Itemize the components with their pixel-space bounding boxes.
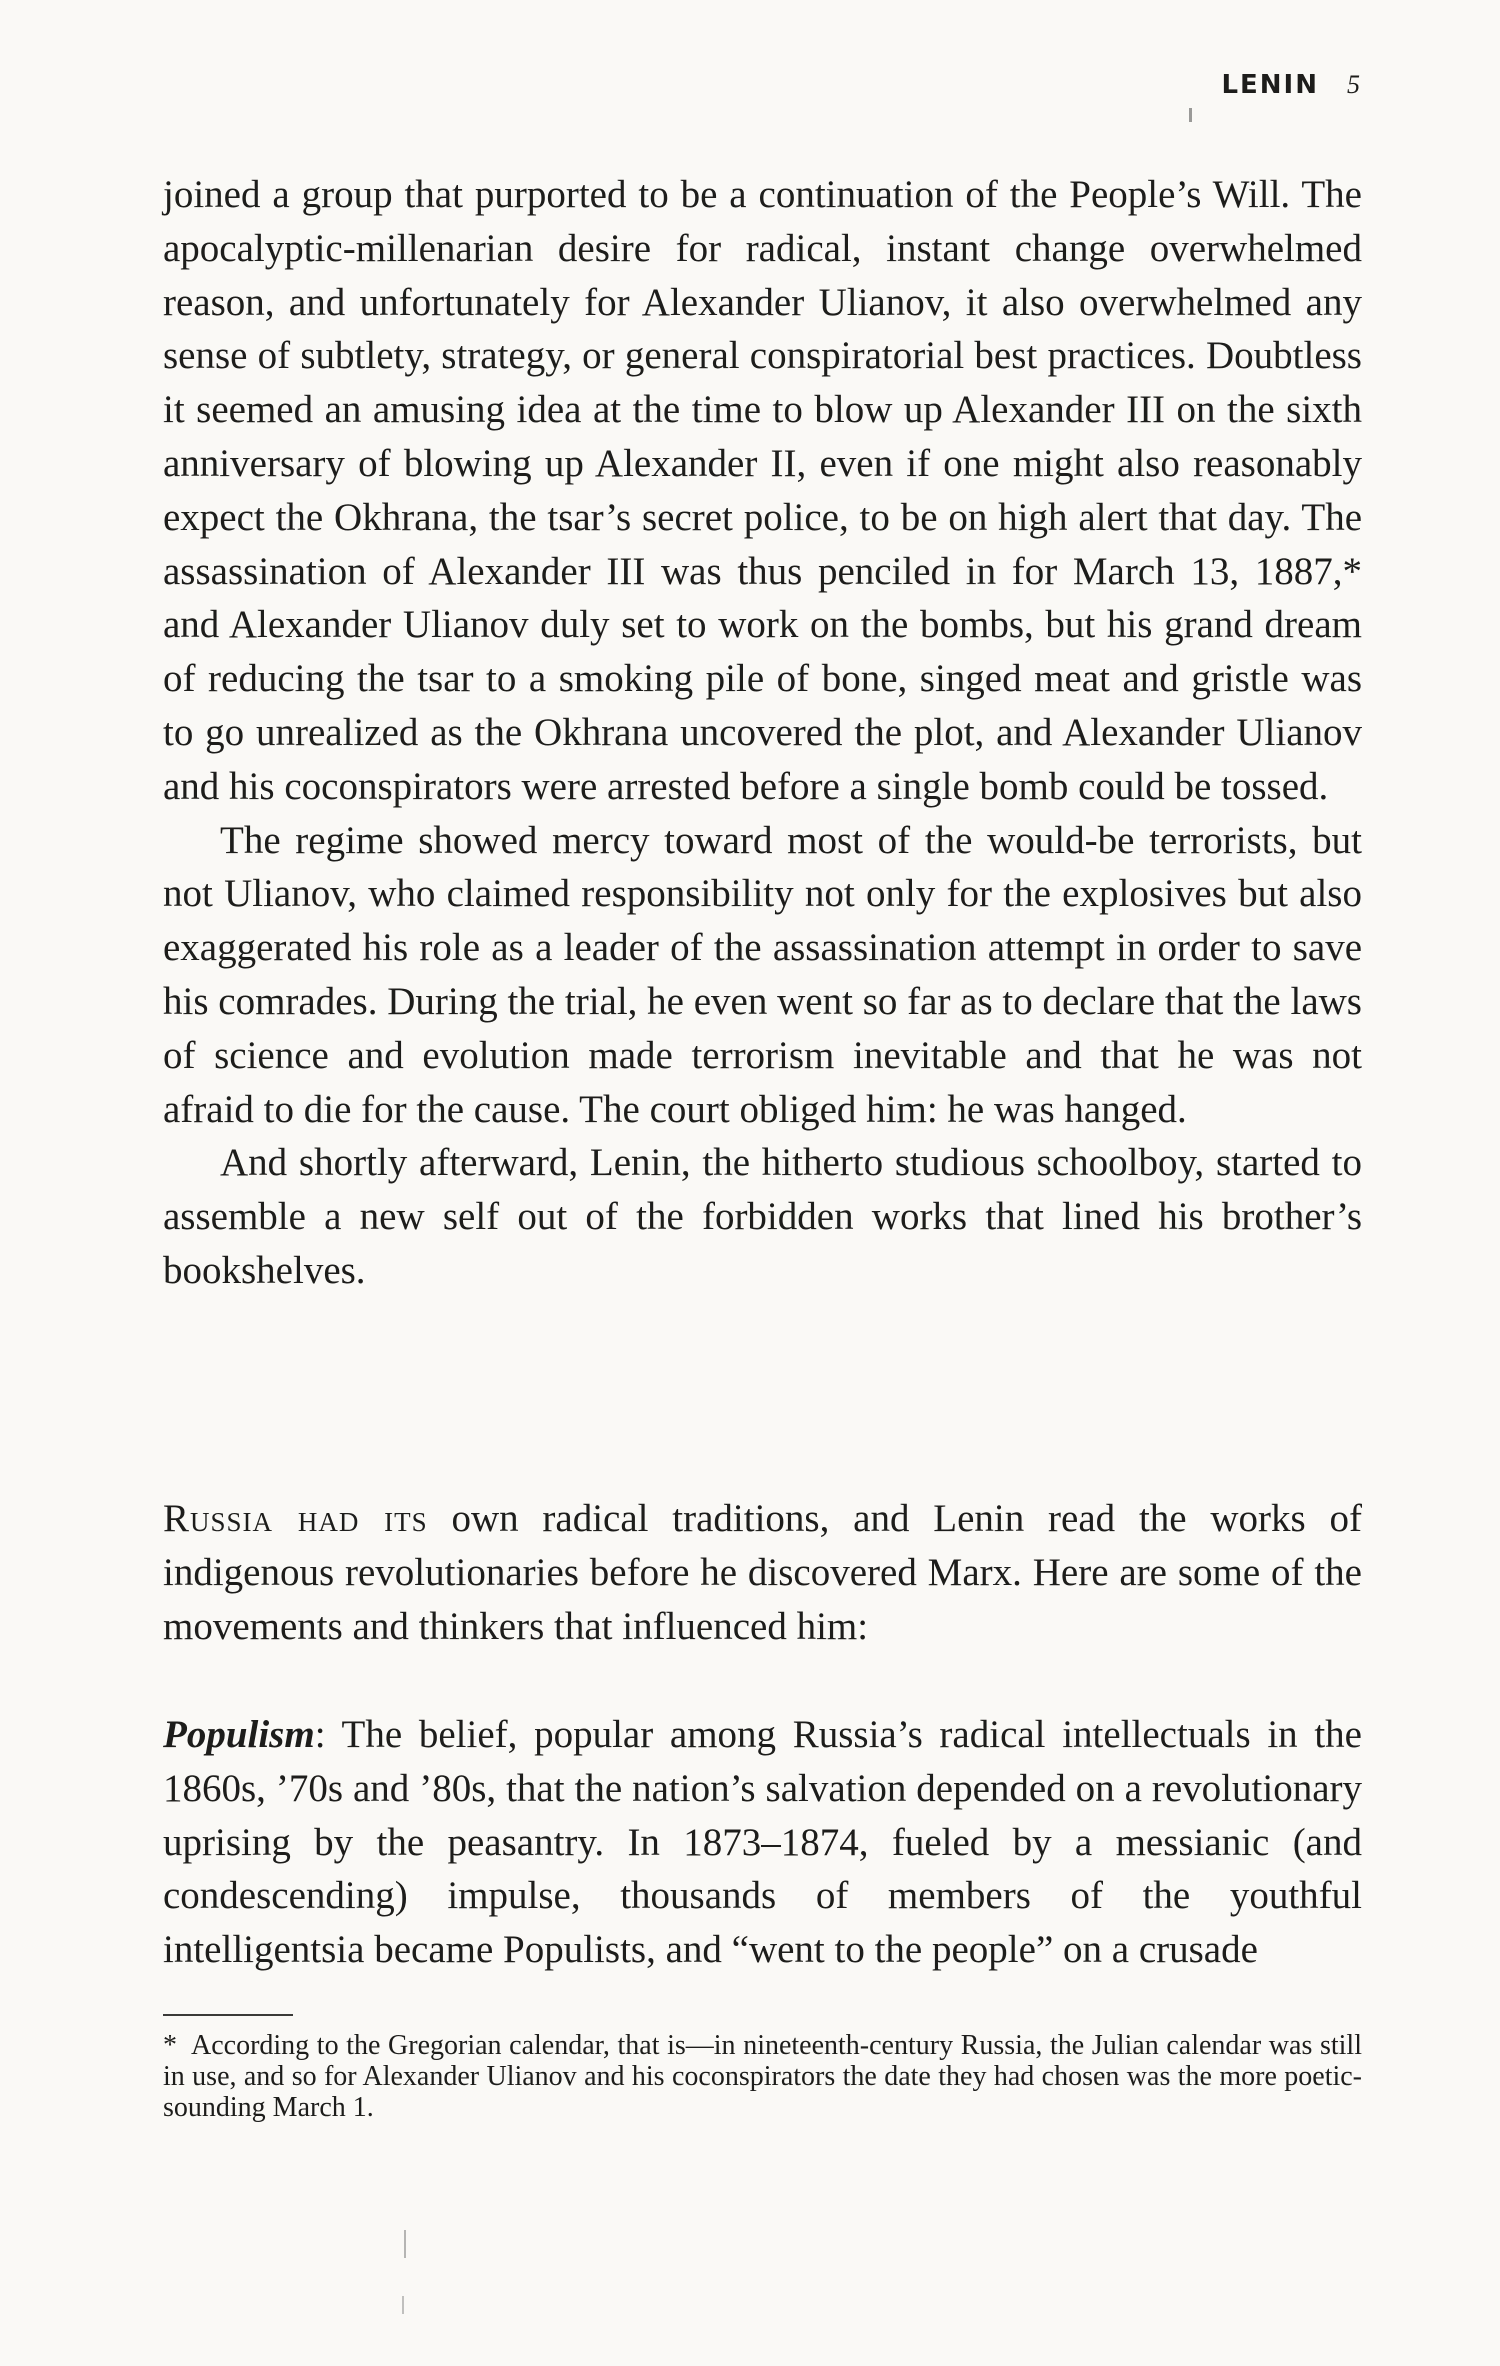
paragraph: And shortly afterward, Lenin, the hitherto studious schoolboy, started to assemble a new self out of the forbidden works that lined his brother’s bookshelves. <box>163 1141 1362 1292</box>
body-text <box>163 168 1362 1298</box>
definition-paragraph <box>163 1708 1362 1977</box>
definition-separator: : <box>314 1713 326 1756</box>
definition-term: Populism <box>163 1713 315 1756</box>
section-lead-in: Russia had its <box>163 1497 428 1540</box>
section-intro <box>163 1492 1362 1653</box>
definition-text: The belief, popular among Russia’s radical intellectuals in the 1860s, ’70s and ’80s, that the nation’s salvation depended on a revolutionary uprising by the peasantry. In 1873–1874, fueled by a messianic (and condescending) impulse, thousands of members of the youthful intelligentsia became Populists, and “went to the people” on a crusade <box>163 1713 1362 1972</box>
running-head <box>1221 70 1360 100</box>
scan-speck <box>402 2296 404 2314</box>
footnote-text: According to the Gregorian calendar, that is—in nineteenth-century Russia, the Julian calendar was still in use, and so for Alexander Ulianov and his coconspirators the date they had chosen was the more poetic-sounding March 1. <box>163 2030 1362 2123</box>
paragraph: The regime showed mercy toward most of the would-be terrorists, but not Ulianov, who claimed responsibility not only for the explosives but also exaggerated his role as a leader of the assassination attempt in order to save his comrades. During the trial, he even went so far as to declare that the laws of science and evolution made terrorism inevitable and that he was not afraid to die for the cause. The court obliged him: he was hanged. <box>163 818 1362 1131</box>
footnote-mark: * <box>163 2030 177 2061</box>
page-number: 5 <box>1347 70 1360 99</box>
footnote-divider <box>163 2014 293 2016</box>
section-intro-text: own radical traditions, and Lenin read the works of indigenous revolutionaries before he discovered Marx. Here are some of the movements and thinkers that influenced him: <box>163 1497 1363 1648</box>
scan-speck <box>1189 108 1192 122</box>
definition-entry <box>163 1708 1362 1977</box>
running-title: LENIN <box>1221 70 1319 100</box>
footnote <box>163 2030 1362 2123</box>
footnote-paragraph <box>163 2030 1362 2123</box>
scan-speck <box>404 2230 406 2258</box>
section-intro-paragraph <box>163 1492 1362 1653</box>
paragraph: joined a group that purported to be a continuation of the People’s Will. The apocalyptic-millenarian desire for radical, instant change overwhelmed reason, and unfortunately for Alexander Ulianov, it also overwhelmed any sense of subtlety, strategy, or general conspiratorial best practices. Doubtless it seemed an amusing idea at the time to blow up Alexander III on the sixth anniversary of blowing up Alexander II, even if one might also reasonably expect the Okhrana, the tsar’s secret police, to be on high alert that day. The assassination of Alexander III was thus penciled in for March 13, 1887,* and Alexander Ulianov duly set to work on the bombs, but his grand dream of reducing the tsar to a smoking pile of bone, singed meat and gristle was to go unrealized as the Okhrana uncovered the plot, and Alexander Ulianov and his coconspirators were arrested before a single bomb could be tossed. <box>163 173 1362 808</box>
